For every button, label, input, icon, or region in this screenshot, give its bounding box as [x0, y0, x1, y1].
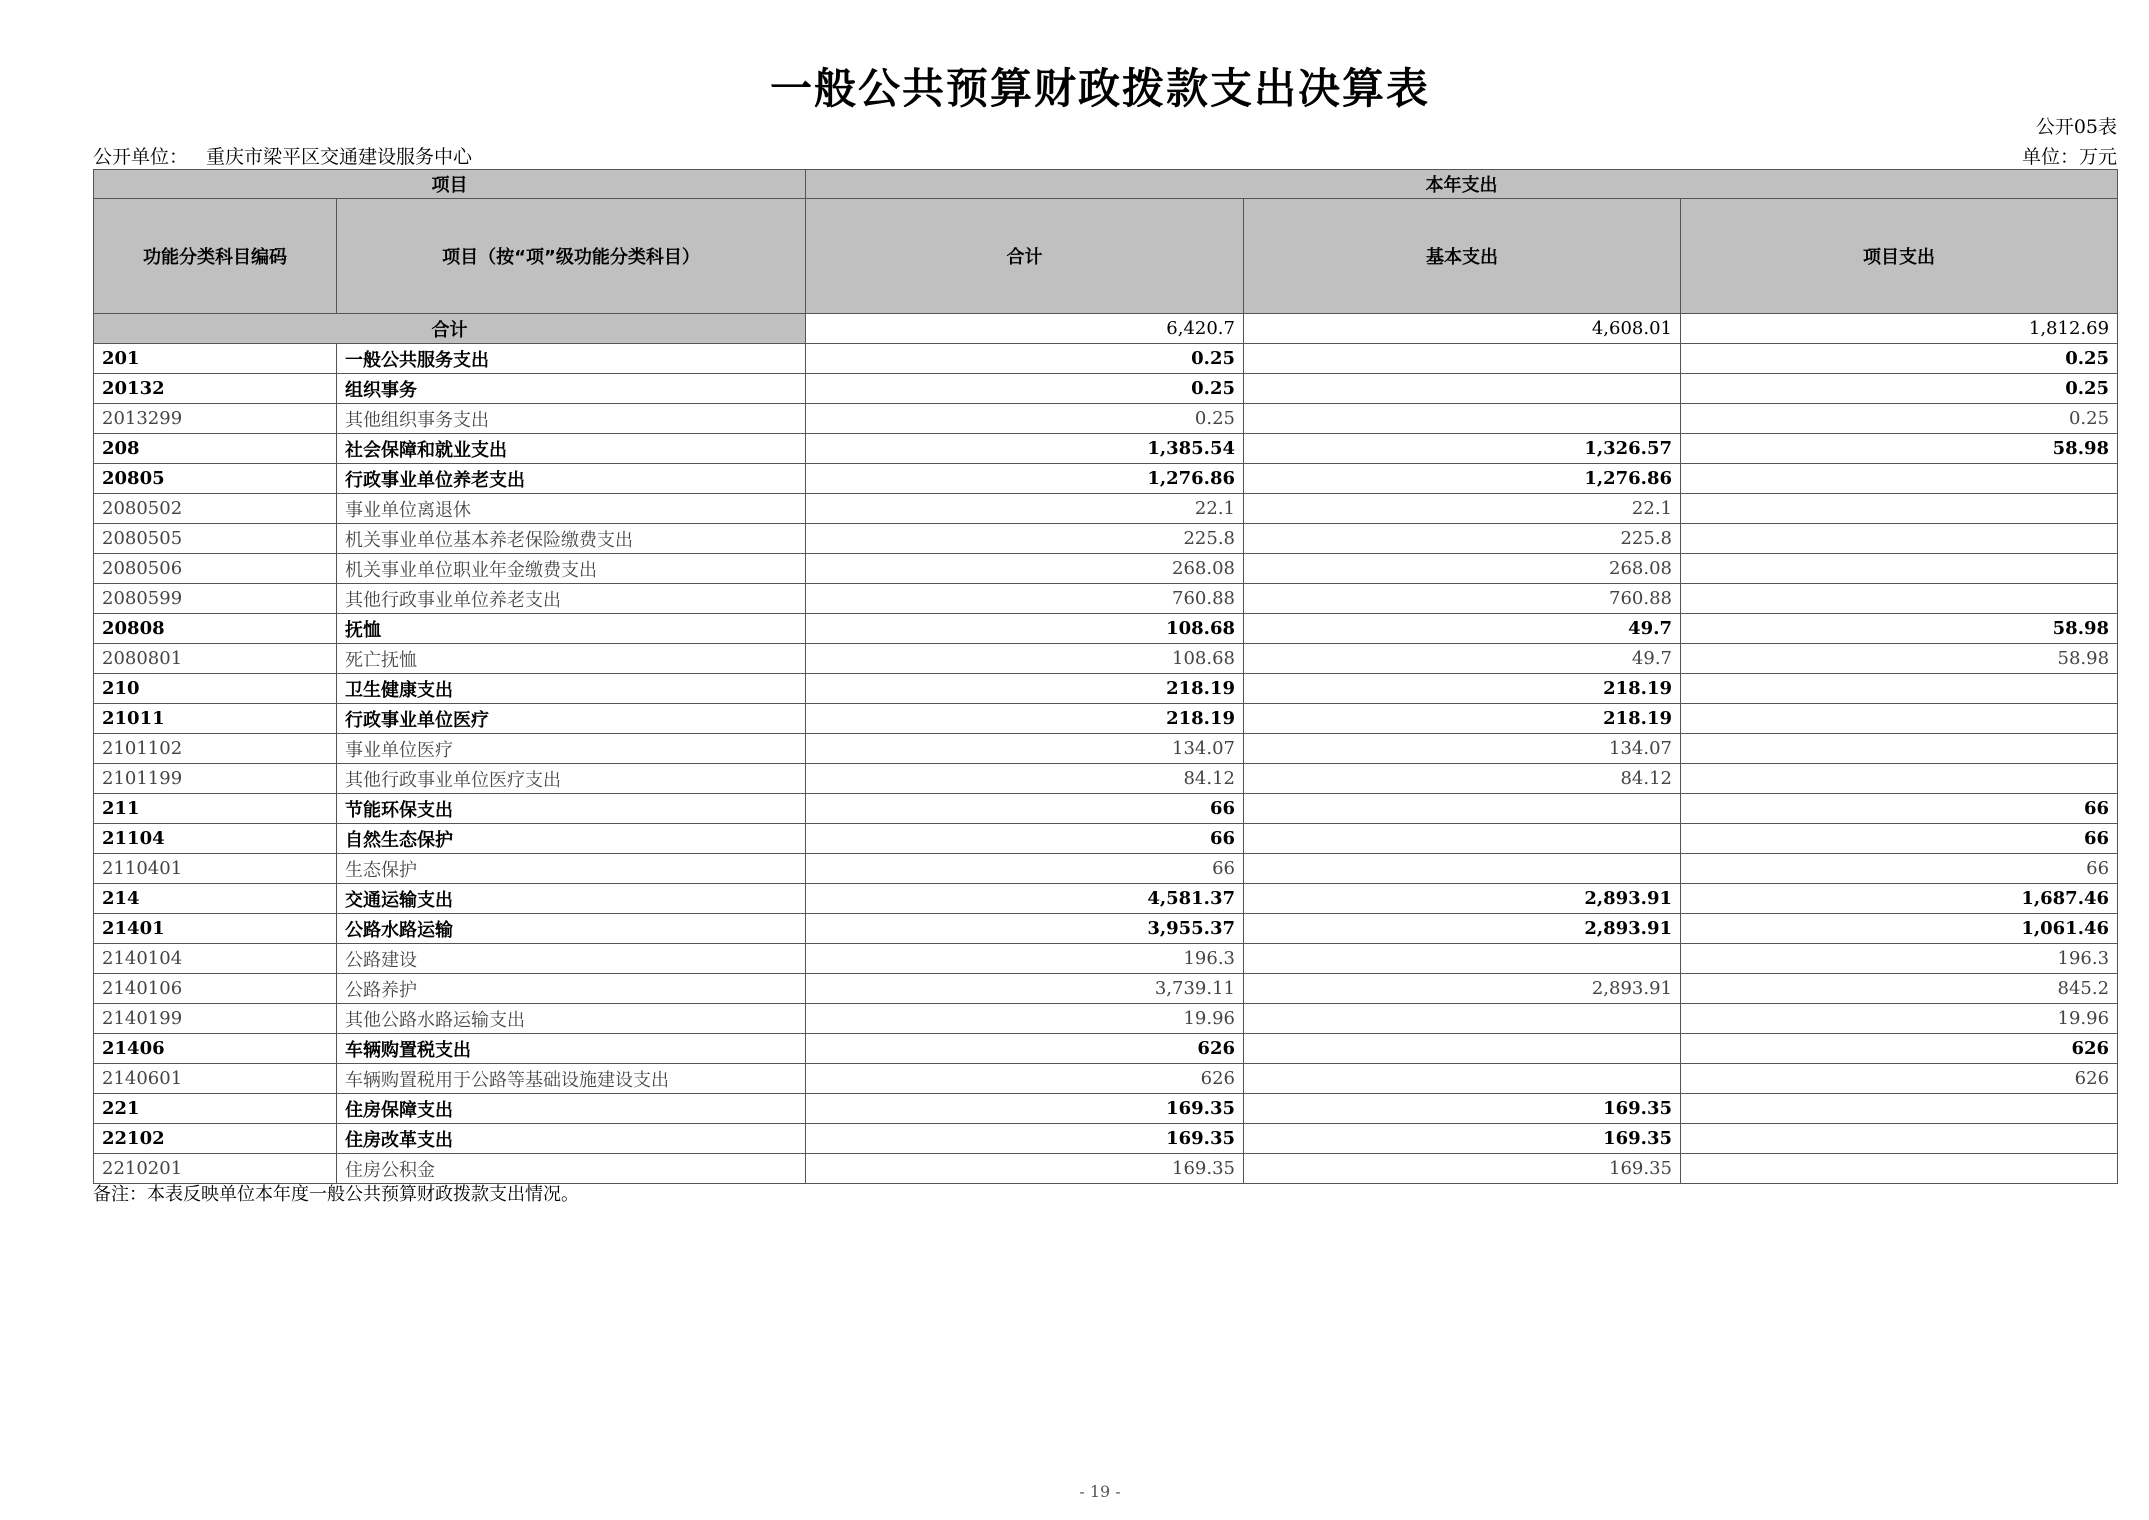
total-cell: 1,276.86	[806, 464, 1244, 494]
header-project: 项目	[94, 170, 806, 199]
table-row	[94, 584, 2118, 614]
project-cell: 66	[1681, 854, 2118, 884]
expenditure-table	[93, 169, 2118, 1184]
name-cell: 交通运输支出	[337, 884, 806, 914]
code-cell: 21011	[94, 704, 337, 734]
total-basic: 4,608.01	[1244, 314, 1681, 344]
total-cell: 134.07	[806, 734, 1244, 764]
total-cell: 3,955.37	[806, 914, 1244, 944]
total-amount: 6,420.7	[806, 314, 1244, 344]
basic-cell	[1244, 1004, 1681, 1034]
table-row	[94, 944, 2118, 974]
total-cell: 196.3	[806, 944, 1244, 974]
name-cell: 行政事业单位医疗	[337, 704, 806, 734]
table-row	[94, 344, 2118, 374]
total-cell: 1,385.54	[806, 434, 1244, 464]
table-row	[94, 524, 2118, 554]
unit-label: 公开单位：	[93, 146, 189, 168]
table-row	[94, 1034, 2118, 1064]
project-cell	[1681, 1124, 2118, 1154]
project-cell: 845.2	[1681, 974, 2118, 1004]
name-cell: 社会保障和就业支出	[337, 434, 806, 464]
table-row	[94, 1124, 2118, 1154]
table-row	[94, 1064, 2118, 1094]
basic-cell: 2,893.91	[1244, 974, 1681, 1004]
basic-cell	[1244, 854, 1681, 884]
code-cell: 2140601	[94, 1064, 337, 1094]
currency-unit: 单位：万元	[2021, 146, 2117, 168]
table-row	[94, 374, 2118, 404]
basic-cell: 760.88	[1244, 584, 1681, 614]
total-cell: 108.68	[806, 614, 1244, 644]
code-cell: 2210201	[94, 1154, 337, 1184]
basic-cell: 2,893.91	[1244, 884, 1681, 914]
name-cell: 机关事业单位基本养老保险缴费支出	[337, 524, 806, 554]
total-cell: 760.88	[806, 584, 1244, 614]
total-cell: 225.8	[806, 524, 1244, 554]
header-code: 功能分类科目编码	[94, 199, 337, 314]
total-cell: 169.35	[806, 1094, 1244, 1124]
project-cell: 19.96	[1681, 1004, 2118, 1034]
name-cell: 机关事业单位职业年金缴费支出	[337, 554, 806, 584]
name-cell: 自然生态保护	[337, 824, 806, 854]
project-cell: 1,687.46	[1681, 884, 2118, 914]
basic-cell: 22.1	[1244, 494, 1681, 524]
code-cell: 211	[94, 794, 337, 824]
total-cell: 66	[806, 794, 1244, 824]
basic-cell: 49.7	[1244, 644, 1681, 674]
name-cell: 事业单位离退休	[337, 494, 806, 524]
code-cell: 2101102	[94, 734, 337, 764]
code-cell: 210	[94, 674, 337, 704]
project-cell: 66	[1681, 794, 2118, 824]
header-row-1	[94, 170, 2118, 199]
code-cell: 201	[94, 344, 337, 374]
header-basic: 基本支出	[1244, 199, 1681, 314]
project-cell	[1681, 764, 2118, 794]
project-cell	[1681, 524, 2118, 554]
project-cell: 58.98	[1681, 614, 2118, 644]
basic-cell	[1244, 404, 1681, 434]
project-cell	[1681, 554, 2118, 584]
basic-cell: 2,893.91	[1244, 914, 1681, 944]
name-cell: 车辆购置税支出	[337, 1034, 806, 1064]
total-cell: 218.19	[806, 674, 1244, 704]
name-cell: 其他组织事务支出	[337, 404, 806, 434]
total-cell: 22.1	[806, 494, 1244, 524]
code-cell: 2110401	[94, 854, 337, 884]
project-cell	[1681, 584, 2118, 614]
reporting-unit	[93, 142, 472, 169]
total-row	[94, 314, 2118, 344]
org-name: 重庆市梁平区交通建设服务中心	[206, 146, 473, 168]
table-row	[94, 1094, 2118, 1124]
project-cell: 58.98	[1681, 644, 2118, 674]
table-row	[94, 554, 2118, 584]
name-cell: 一般公共服务支出	[337, 344, 806, 374]
total-cell: 19.96	[806, 1004, 1244, 1034]
project-cell	[1681, 704, 2118, 734]
name-cell: 事业单位医疗	[337, 734, 806, 764]
basic-cell: 218.19	[1244, 674, 1681, 704]
code-cell: 2080502	[94, 494, 337, 524]
total-cell: 626	[806, 1064, 1244, 1094]
name-cell: 其他行政事业单位养老支出	[337, 584, 806, 614]
project-cell	[1681, 494, 2118, 524]
code-cell: 208	[94, 434, 337, 464]
code-cell: 22102	[94, 1124, 337, 1154]
header-project-exp: 项目支出	[1681, 199, 2118, 314]
name-cell: 抚恤	[337, 614, 806, 644]
header-name: 项目（按“项”级功能分类科目）	[337, 199, 806, 314]
table-row	[94, 824, 2118, 854]
basic-cell: 84.12	[1244, 764, 1681, 794]
name-cell: 其他行政事业单位医疗支出	[337, 764, 806, 794]
basic-cell	[1244, 374, 1681, 404]
code-cell: 2013299	[94, 404, 337, 434]
name-cell: 车辆购置税用于公路等基础设施建设支出	[337, 1064, 806, 1094]
code-cell: 20805	[94, 464, 337, 494]
project-cell	[1681, 674, 2118, 704]
basic-cell	[1244, 944, 1681, 974]
total-cell: 108.68	[806, 644, 1244, 674]
name-cell: 卫生健康支出	[337, 674, 806, 704]
name-cell: 组织事务	[337, 374, 806, 404]
code-cell: 2080505	[94, 524, 337, 554]
project-cell: 0.25	[1681, 374, 2118, 404]
total-cell: 3,739.11	[806, 974, 1244, 1004]
project-cell	[1681, 734, 2118, 764]
project-cell: 58.98	[1681, 434, 2118, 464]
name-cell: 生态保护	[337, 854, 806, 884]
total-cell: 84.12	[806, 764, 1244, 794]
project-cell: 66	[1681, 824, 2118, 854]
basic-cell: 169.35	[1244, 1124, 1681, 1154]
table-row	[94, 464, 2118, 494]
project-cell: 0.25	[1681, 404, 2118, 434]
code-cell: 2140104	[94, 944, 337, 974]
basic-cell: 225.8	[1244, 524, 1681, 554]
total-cell: 66	[806, 824, 1244, 854]
table-row	[94, 704, 2118, 734]
basic-cell: 134.07	[1244, 734, 1681, 764]
basic-cell: 268.08	[1244, 554, 1681, 584]
name-cell: 节能环保支出	[337, 794, 806, 824]
total-cell: 626	[806, 1034, 1244, 1064]
name-cell: 公路水路运输	[337, 914, 806, 944]
total-cell: 0.25	[806, 404, 1244, 434]
total-label: 合计	[94, 314, 806, 344]
code-cell: 2080506	[94, 554, 337, 584]
code-cell: 20132	[94, 374, 337, 404]
table-row	[94, 1004, 2118, 1034]
total-cell: 0.25	[806, 374, 1244, 404]
total-cell: 169.35	[806, 1124, 1244, 1154]
table-row	[94, 1154, 2118, 1184]
table-row	[94, 614, 2118, 644]
name-cell: 死亡抚恤	[337, 644, 806, 674]
header-row-2	[94, 199, 2118, 314]
total-cell: 169.35	[806, 1154, 1244, 1184]
basic-cell: 218.19	[1244, 704, 1681, 734]
name-cell: 住房公积金	[337, 1154, 806, 1184]
total-cell: 268.08	[806, 554, 1244, 584]
table-row	[94, 914, 2118, 944]
project-cell: 196.3	[1681, 944, 2118, 974]
project-cell: 626	[1681, 1064, 2118, 1094]
table-row	[94, 764, 2118, 794]
basic-cell: 169.35	[1244, 1094, 1681, 1124]
table-row	[94, 404, 2118, 434]
table-row	[94, 734, 2118, 764]
total-cell: 218.19	[806, 704, 1244, 734]
basic-cell	[1244, 824, 1681, 854]
header-current-year: 本年支出	[806, 170, 2118, 199]
page-number: - 19 -	[1079, 1482, 1121, 1501]
code-cell: 21406	[94, 1034, 337, 1064]
basic-cell: 1,276.86	[1244, 464, 1681, 494]
form-number: 公开05表	[2035, 116, 2117, 138]
page-title: 一般公共预算财政拨款支出决算表	[769, 64, 1430, 113]
code-cell: 2101199	[94, 764, 337, 794]
project-cell	[1681, 1094, 2118, 1124]
code-cell: 2140106	[94, 974, 337, 1004]
header-total: 合计	[806, 199, 1244, 314]
code-cell: 21401	[94, 914, 337, 944]
table-row	[94, 674, 2118, 704]
table-body	[94, 314, 2118, 1184]
table-row	[94, 854, 2118, 884]
table-row	[94, 644, 2118, 674]
total-cell: 66	[806, 854, 1244, 884]
name-cell: 其他公路水路运输支出	[337, 1004, 806, 1034]
table-row	[94, 494, 2118, 524]
code-cell: 2080599	[94, 584, 337, 614]
basic-cell	[1244, 1034, 1681, 1064]
total-cell: 4,581.37	[806, 884, 1244, 914]
name-cell: 行政事业单位养老支出	[337, 464, 806, 494]
table-row	[94, 974, 2118, 1004]
table-row	[94, 434, 2118, 464]
project-cell: 1,061.46	[1681, 914, 2118, 944]
basic-cell: 1,326.57	[1244, 434, 1681, 464]
code-cell: 214	[94, 884, 337, 914]
code-cell: 2080801	[94, 644, 337, 674]
code-cell: 221	[94, 1094, 337, 1124]
project-cell	[1681, 1154, 2118, 1184]
basic-cell	[1244, 344, 1681, 374]
code-cell: 21104	[94, 824, 337, 854]
name-cell: 住房保障支出	[337, 1094, 806, 1124]
basic-cell	[1244, 794, 1681, 824]
project-cell: 0.25	[1681, 344, 2118, 374]
name-cell: 公路养护	[337, 974, 806, 1004]
total-project: 1,812.69	[1681, 314, 2118, 344]
footnote: 备注：本表反映单位本年度一般公共预算财政拨款支出情况。	[93, 1184, 579, 1205]
basic-cell: 169.35	[1244, 1154, 1681, 1184]
table-row	[94, 794, 2118, 824]
basic-cell: 49.7	[1244, 614, 1681, 644]
name-cell: 公路建设	[337, 944, 806, 974]
project-cell	[1681, 464, 2118, 494]
name-cell: 住房改革支出	[337, 1124, 806, 1154]
code-cell: 20808	[94, 614, 337, 644]
table-row	[94, 884, 2118, 914]
total-cell: 0.25	[806, 344, 1244, 374]
project-cell: 626	[1681, 1034, 2118, 1064]
code-cell: 2140199	[94, 1004, 337, 1034]
basic-cell	[1244, 1064, 1681, 1094]
